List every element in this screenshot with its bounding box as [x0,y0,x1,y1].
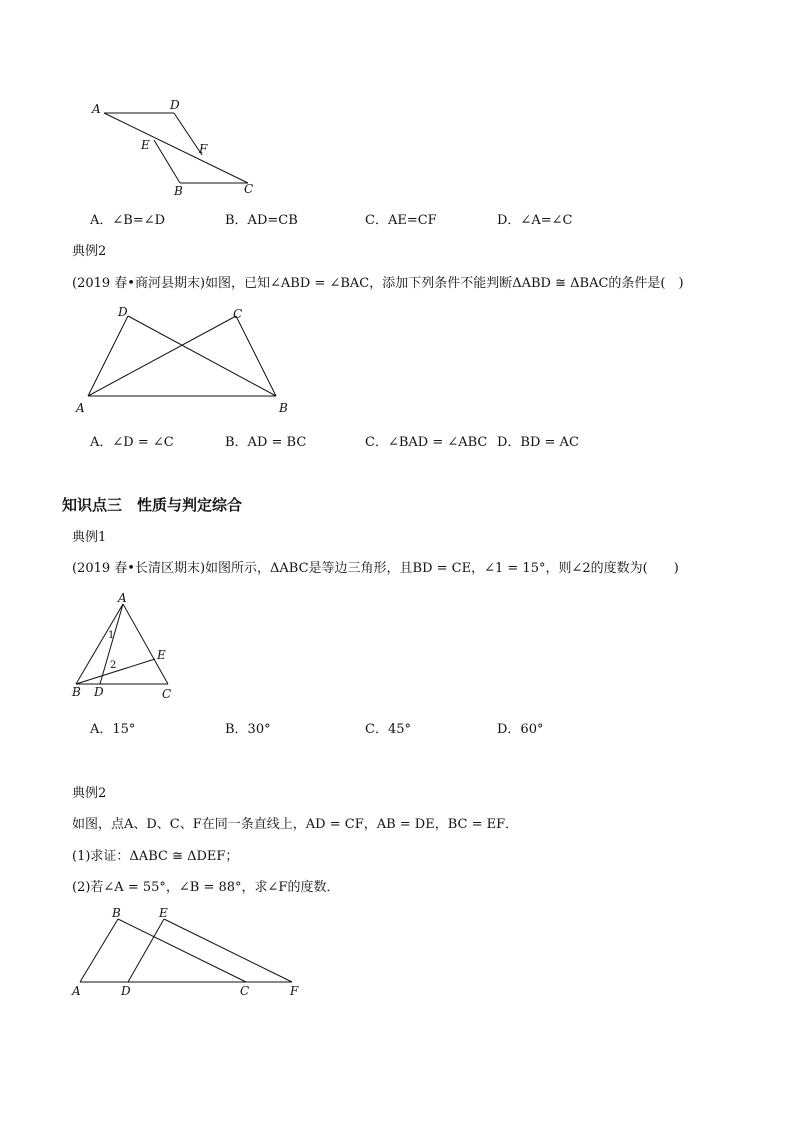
question-part-1: (1)求证：ΔABC ≅ ΔDEF； [72,849,239,864]
question-text: (2019 春•长清区期末)如图所示，ΔABC是等边三角形，且BD = CE，∠1 = 15°，则∠2的度数为( ) [72,561,679,576]
example-label: 典例2 [72,786,107,801]
label-B: B [112,906,121,920]
label-D: D [121,984,131,998]
label-A: A [76,401,85,415]
angle-2-label: 2 [110,660,117,671]
example-label: 典例1 [72,530,107,545]
label-A: A [72,984,81,998]
option-a: A．∠D = ∠C [90,435,174,450]
figure-example2b [64,902,314,1002]
section-heading: 知识点三 性质与判定综合 [62,496,243,514]
option-c: C．AE=CF [365,213,437,228]
figure-example1 [66,588,190,706]
label-C: C [240,984,250,998]
example-label: 典例2 [72,244,107,259]
label-C: C [244,182,254,196]
option-b: B．30° [225,722,271,737]
option-a: A．∠B=∠D [90,213,166,228]
question-text: (2019 春•商河县期末)如图，已知∠ABD = ∠BAC，添加下列条件不能判断ΔABD ≅ ΔBAC的条件是( ) [72,276,684,291]
label-B: B [72,685,81,699]
option-b: B．AD = BC [225,435,307,450]
figure-top [80,95,280,200]
angle-1-label: 1 [108,630,115,641]
label-C: C [233,307,243,321]
label-E: E [141,138,150,152]
question-text: 如图，点A、D、C、F在同一条直线上，AD = CF，AB = DE，BC = EF． [72,817,519,832]
option-d: D．60° [497,722,544,737]
label-C: C [162,687,172,701]
label-A: A [118,591,127,605]
option-d: D．BD = AC [497,435,579,450]
label-D: D [94,685,104,699]
label-E: E [157,648,166,662]
option-c: C．45° [365,722,411,737]
option-d: D．∠A=∠C [497,213,573,228]
question-part-2: (2)若∠A = 55°，∠B = 88°，求∠F的度数． [72,880,340,895]
option-c: C．∠BAD = ∠ABC [365,435,488,450]
label-B: B [174,184,183,198]
label-D: D [170,98,180,112]
label-D: D [118,305,128,319]
label-A: A [92,102,101,116]
label-F: F [199,142,208,156]
label-B: B [279,401,288,415]
option-a: A．15° [90,722,136,737]
figure-example2a [70,300,310,418]
label-F: F [290,984,299,998]
label-E: E [159,906,168,920]
option-b: B．AD=CB [225,213,298,228]
